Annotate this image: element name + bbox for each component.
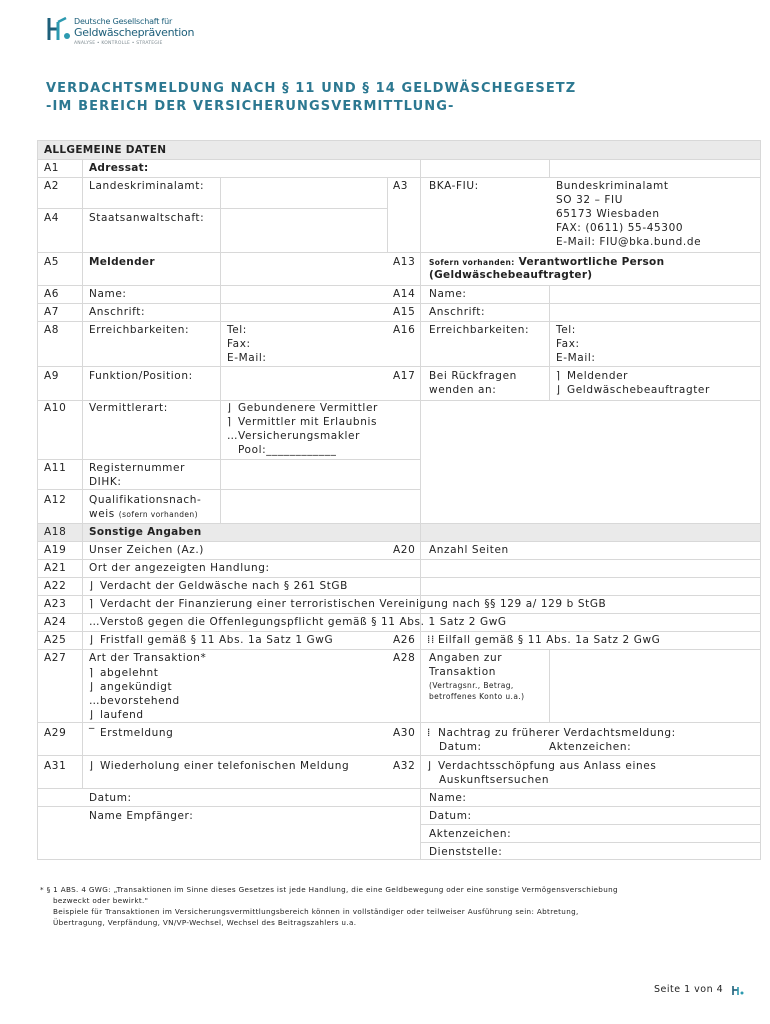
- grid-line: [420, 842, 760, 843]
- grid-line: [37, 303, 760, 304]
- supplement-date: Datum:: [439, 741, 482, 753]
- label-queries-line2: wenden an:: [429, 384, 497, 396]
- code-a6: A6: [44, 288, 60, 300]
- checkbox-icon[interactable]: …: [227, 430, 239, 442]
- code-a25: A25: [44, 634, 67, 646]
- label-department: Dienststelle:: [429, 846, 503, 858]
- option-label: Wiederholung einer telefonischen Meldung: [100, 760, 350, 772]
- option-urgent-case[interactable]: [427, 633, 660, 647]
- option-deadline-case[interactable]: [89, 633, 333, 647]
- code-a15: A15: [393, 306, 416, 318]
- code-a26: A26: [393, 634, 416, 646]
- transaction-details-note2: betroffenes Konto u.a.): [429, 692, 525, 701]
- logo-text-line2: Geldwäscheprävention: [74, 26, 195, 39]
- grid-line: [82, 159, 83, 788]
- option-info-request[interactable]: [427, 759, 656, 773]
- option-label: Versicherungsmakler: [238, 430, 361, 442]
- option-upcoming[interactable]: [89, 694, 180, 708]
- checkbox-icon[interactable]: ⌉: [227, 416, 232, 428]
- footer-logo-icon: [731, 984, 745, 996]
- code-a10: A10: [44, 402, 67, 414]
- checkbox-icon[interactable]: ⌋: [89, 709, 94, 721]
- code-a29: A29: [44, 727, 67, 739]
- code-a27: A27: [44, 652, 67, 664]
- option-terror-financing[interactable]: [89, 597, 606, 611]
- grid-line: [220, 177, 221, 523]
- grid-line: [37, 722, 760, 723]
- grid-line: [420, 824, 760, 825]
- logo-mark-icon: [46, 14, 72, 44]
- code-a19: A19: [44, 544, 67, 556]
- option-licensed-intermediary[interactable]: [227, 415, 377, 429]
- option-label: Geldwäschebeauftragter: [567, 384, 710, 396]
- title-line1: VERDACHTSMELDUNG NACH § 11 UND § 14 GELDWÄSCHEGESETZ: [46, 81, 577, 96]
- section-title-general: ALLGEMEINE DATEN: [44, 144, 167, 156]
- pool-field[interactable]: Pool:____________: [238, 444, 337, 456]
- code-a8: A8: [44, 324, 60, 336]
- label-date-right: Datum:: [429, 810, 472, 822]
- label-our-reference: Unser Zeichen (Az.): [89, 544, 205, 556]
- option-reporter[interactable]: [556, 369, 628, 383]
- option-tied-intermediary[interactable]: [227, 401, 378, 415]
- grid-line: [37, 177, 760, 178]
- label-name-responsible: Name:: [429, 288, 467, 300]
- checkbox-icon[interactable]: ⌋: [89, 634, 94, 646]
- info-request-line2: Auskunftsersuchen: [439, 774, 550, 786]
- code-a16: A16: [393, 324, 416, 336]
- grid-line: [37, 285, 760, 286]
- grid-line: [37, 140, 38, 860]
- grid-line: [37, 541, 760, 542]
- grid-line: [37, 577, 760, 578]
- option-rejected[interactable]: [89, 666, 158, 680]
- checkbox-icon[interactable]: ⌋: [89, 580, 94, 592]
- code-a20: A20: [393, 544, 416, 556]
- label-qualification-line1: Qualifikationsnach-: [89, 494, 202, 506]
- grid-line: [37, 631, 760, 632]
- logo-tagline: ANALYSE • KONTROLLE • STRATEGIE: [74, 41, 163, 46]
- code-a14: A14: [393, 288, 416, 300]
- option-label: Meldender: [567, 370, 629, 382]
- label-function: Funktion/Position:: [89, 370, 193, 382]
- grid-line: [37, 559, 760, 560]
- label-transaction-details-line2: Transaktion: [429, 666, 496, 678]
- responsible-email: E-Mail:: [556, 352, 596, 364]
- checkbox-icon[interactable]: ⁞⁞: [427, 634, 435, 646]
- option-label: Gebundenere Vermittler: [238, 402, 378, 414]
- option-money-laundering[interactable]: [89, 579, 348, 593]
- code-a5: A5: [44, 256, 60, 268]
- label-contact-reporter: Erreichbarkeiten:: [89, 324, 190, 336]
- code-a18: A18: [44, 526, 67, 538]
- checkbox-icon[interactable]: ⌉: [89, 667, 94, 679]
- grid-line: [37, 321, 760, 322]
- transaction-details-note1: (Vertragsnr., Betrag,: [429, 681, 514, 690]
- checkbox-icon[interactable]: …: [89, 695, 101, 707]
- option-label: Vermittler mit Erlaubnis: [238, 416, 378, 428]
- qualification-word: weis: [89, 508, 115, 520]
- grid-line: [549, 285, 550, 400]
- code-a1: A1: [44, 162, 60, 174]
- code-a32: A32: [393, 760, 416, 772]
- grid-line: [37, 613, 760, 614]
- label-file-number: Aktenzeichen:: [429, 828, 512, 840]
- code-a23: A23: [44, 598, 67, 610]
- bka-address-line2: SO 32 – FIU: [556, 194, 623, 206]
- bka-email: E-Mail: FIU@bka.bund.de: [556, 236, 702, 248]
- grid-line: [37, 649, 760, 650]
- reporter-fax: Fax:: [227, 338, 251, 350]
- footnote: [40, 884, 618, 928]
- code-a9: A9: [44, 370, 60, 382]
- grid-line: [549, 649, 550, 722]
- code-a7: A7: [44, 306, 60, 318]
- option-label: bevorstehend: [100, 695, 180, 707]
- code-a28: A28: [393, 652, 416, 664]
- option-label: angekündigt: [100, 681, 173, 693]
- grid-line: [37, 595, 760, 596]
- code-a11: A11: [44, 462, 67, 474]
- option-first-report[interactable]: [89, 726, 173, 740]
- option-label: Verdacht der Finanzierung einer terroristischen Vereinigung nach §§ 129 a/ 129 b StGB: [100, 598, 607, 610]
- option-label: Nachtrag zu früherer Verdachtsmeldung:: [438, 727, 676, 739]
- label-transaction-type: Art der Transaktion*: [89, 652, 207, 664]
- responsible-prefix: Sofern vorhanden:: [429, 258, 515, 267]
- grid-line: [37, 459, 420, 460]
- code-a17: A17: [393, 370, 416, 382]
- grid-line: [37, 489, 420, 490]
- checkbox-icon[interactable]: ‾: [89, 727, 95, 739]
- option-label: abgelehnt: [100, 667, 159, 679]
- option-label: Fristfall gemäß § 11 Abs. 1a Satz 1 GwG: [100, 634, 334, 646]
- label-state-police: Landeskriminalamt:: [89, 180, 205, 192]
- label-bka-fiu: BKA-FIU:: [429, 180, 479, 192]
- checkbox-icon[interactable]: ⌋: [89, 760, 94, 772]
- grid-line: [37, 523, 760, 524]
- responsible-fax: Fax:: [556, 338, 580, 350]
- label-prosecutor: Staatsanwaltschaft:: [89, 212, 205, 224]
- label-name-reporter: Name:: [89, 288, 127, 300]
- footnote-line1: * § 1 ABS. 4 GWG: „Transaktionen im Sinne dieses Gesetzes ist jede Handlung, die eine Geldbewegung oder eine sonstige Vermögensverschiebung: [40, 885, 618, 894]
- label-queries-line1: Bei Rückfragen: [429, 370, 517, 382]
- label-page-count: Anzahl Seiten: [429, 544, 509, 556]
- label-addressee: Adressat:: [89, 162, 149, 174]
- code-a22: A22: [44, 580, 67, 592]
- grid-line: [37, 208, 387, 209]
- option-disclosure-breach[interactable]: [89, 615, 507, 629]
- code-a12: A12: [44, 494, 67, 506]
- label-qualification-line2: [89, 507, 198, 522]
- code-a2: A2: [44, 180, 60, 192]
- code-a21: A21: [44, 562, 67, 574]
- label-location: Ort der angezeigten Handlung:: [89, 562, 270, 574]
- label-date-left: Datum:: [89, 792, 132, 804]
- code-a4: A4: [44, 212, 60, 224]
- responsible-line1: Verantwortliche Person: [518, 256, 665, 268]
- grid-line: [37, 755, 760, 756]
- title-line2: -IM BEREICH DER VERSICHERUNGSVERMITTLUNG-: [46, 99, 455, 114]
- grid-line: [37, 159, 760, 160]
- checkbox-icon[interactable]: ⌋: [89, 681, 94, 693]
- option-label: Eilfall gemäß § 11 Abs. 1a Satz 2 GwG: [438, 634, 661, 646]
- footnote-line3: Beispiele für Transaktionen im Versicherungsvermittlungsbereich können in vollständiger oder teilweiser Ausführung sein: Abtretung,: [53, 907, 579, 916]
- brand-logo: [46, 14, 216, 48]
- reporter-tel: Tel:: [227, 324, 247, 336]
- option-label: Verdachtsschöpfung aus Anlass eines: [438, 760, 657, 772]
- document-title: [46, 80, 576, 116]
- bka-address-line3: 65173 Wiesbaden: [556, 208, 660, 220]
- label-transaction-details-line1: Angaben zur: [429, 652, 503, 664]
- option-label: laufend: [100, 709, 144, 721]
- footnote-line2: bezweckt oder bewirkt.": [53, 896, 149, 905]
- label-recipient-name: Name Empfänger:: [89, 810, 194, 822]
- responsible-line2: (Geldwäschebeauftragter): [429, 269, 593, 281]
- option-supplement[interactable]: [427, 726, 676, 740]
- checkbox-icon[interactable]: ⌋: [227, 402, 232, 414]
- bka-fax: FAX: (0611) 55-45300: [556, 222, 684, 234]
- grid-line: [420, 159, 421, 859]
- grid-line: [37, 806, 760, 807]
- code-a31: A31: [44, 760, 67, 772]
- label-register-line1: Registernummer: [89, 462, 185, 474]
- label-contact-responsible: Erreichbarkeiten:: [429, 324, 530, 336]
- checkbox-icon[interactable]: ⌉: [89, 598, 94, 610]
- logo-text-line1: Deutsche Gesellschaft für: [74, 17, 173, 26]
- grid-line: [37, 366, 760, 367]
- label-other-details: Sonstige Angaben: [89, 526, 202, 538]
- label-intermediary-type: Vermittlerart:: [89, 402, 168, 414]
- supplement-file-number: Aktenzeichen:: [549, 741, 632, 753]
- grid-line: [549, 159, 550, 177]
- option-label: Verstoß gegen die Offenlegungspflicht gemäß § 11 Abs. 1 Satz 2 GwG: [100, 616, 507, 628]
- option-insurance-broker[interactable]: [227, 429, 360, 443]
- footnote-line4: Übertragung, Verpfändung, VN/VP-Wechsel, Wechsel des Beitragszahlers u.a.: [53, 918, 357, 927]
- label-reporter: Meldender: [89, 256, 155, 268]
- code-a24: A24: [44, 616, 67, 628]
- label-address-responsible: Anschrift:: [429, 306, 486, 318]
- option-announced[interactable]: [89, 680, 172, 694]
- grid-line: [387, 177, 388, 252]
- checkbox-icon[interactable]: ⌋: [556, 384, 561, 396]
- checkbox-icon[interactable]: …: [89, 616, 101, 628]
- grid-line: [37, 788, 760, 789]
- grid-line: [37, 252, 760, 253]
- bka-address-line1: Bundeskriminalamt: [556, 180, 669, 192]
- checkbox-icon[interactable]: ⌋: [427, 760, 432, 772]
- code-a13: A13: [393, 256, 416, 268]
- label-address-reporter: Anschrift:: [89, 306, 146, 318]
- grid-line: [37, 140, 760, 141]
- code-a30: A30: [393, 727, 416, 739]
- label-register-line2: DIHK:: [89, 476, 122, 488]
- option-phone-repeat[interactable]: [89, 759, 349, 773]
- grid-line: [760, 140, 761, 860]
- checkbox-icon[interactable]: ⁞: [427, 727, 431, 739]
- option-aml-officer[interactable]: [556, 383, 710, 397]
- checkbox-icon[interactable]: ⌉: [556, 370, 561, 382]
- grid-line: [37, 859, 760, 860]
- reporter-email: E-Mail:: [227, 352, 267, 364]
- responsible-tel: Tel:: [556, 324, 576, 336]
- option-label: Erstmeldung: [100, 727, 174, 739]
- page-number: Seite 1 von 4: [654, 984, 724, 995]
- option-label: Verdacht der Geldwäsche nach § 261 StGB: [100, 580, 348, 592]
- code-a3: A3: [393, 180, 409, 192]
- option-ongoing[interactable]: [89, 708, 144, 722]
- qualification-note: (sofern vorhanden): [118, 510, 198, 519]
- label-name-right: Name:: [429, 792, 467, 804]
